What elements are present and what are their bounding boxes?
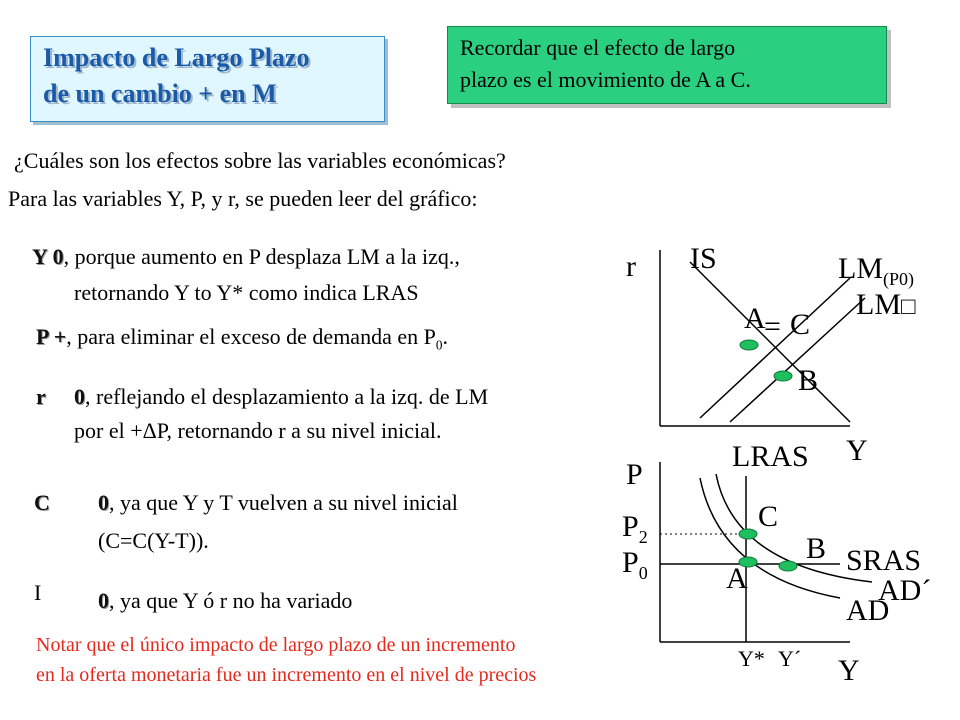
islm-point-a (740, 340, 758, 350)
islm-lm-p0-sub: (P0) (883, 269, 914, 289)
adas-lras-label: LRAS (732, 440, 809, 473)
adas-y-label: Y (838, 654, 860, 687)
adas-ad-prime-label: AD´ (878, 574, 932, 607)
title-line-2: de un cambio + en M (43, 79, 277, 108)
item-p-end: . (442, 324, 448, 349)
item-p-symbol: P + (36, 324, 67, 349)
adas-p0-sub: 0 (638, 563, 648, 583)
islm-equal-sign: = (764, 310, 781, 343)
item-c-text1: , ya que Y y T vuelven a su nivel inicial (109, 490, 458, 515)
islm-r-label: r (626, 250, 636, 283)
adas-yprime-label: Y´ (778, 646, 802, 671)
islm-lm-prime-box: □ (901, 294, 916, 320)
adas-point-b (779, 561, 797, 571)
item-y-text1: , porque aumento en P desplaza LM a la izq., (63, 244, 460, 269)
adas-a-label: A (726, 562, 748, 595)
item-i-zero: 0 (98, 588, 109, 613)
item-i-line1 (98, 588, 352, 614)
islm-a-label: A (744, 302, 766, 335)
adas-point-c (739, 529, 757, 539)
item-r-line1 (74, 384, 488, 410)
item-c-line2: (C=C(Y-T)). (98, 528, 209, 553)
footer-line-2: en la oferta monetaria fue un incremento en el nivel de precios (36, 664, 537, 686)
islm-lm-prime-label: LM□ (856, 288, 916, 321)
item-p-sub: 0 (435, 337, 443, 353)
item-c-line1 (98, 490, 458, 516)
adas-p-label: P (626, 458, 643, 491)
item-r-symbol: r (36, 384, 46, 409)
islm-c-label: C (790, 308, 811, 341)
adas-p0-label: $P_0$ (622, 546, 648, 583)
islm-b-label: B (798, 364, 819, 397)
islm-y-label: Y (846, 434, 868, 467)
footer-line-1: Notar que el único impacto de largo plazo de un incremento (36, 634, 516, 656)
note-line-2: plazo es el movimiento de A a C. (460, 67, 751, 92)
item-c-symbol: C (34, 490, 50, 515)
note-line-1: Recordar que el efecto de largo (460, 35, 736, 60)
item-r-text1: , reflejando el desplazamiento a la izq. de LM (85, 384, 489, 409)
title-line-1: Impacto de Largo Plazo (43, 43, 310, 72)
islm-lm-p0-label: $LM_{(P0)}$ (838, 252, 914, 289)
item-c-zero: 0 (98, 490, 109, 515)
item-r-line2: por el +ΔP, retornando r a su nivel inicial. (74, 418, 442, 443)
intro-text: Para las variables Y, P, y r, se pueden leer del gráfico: (8, 186, 478, 211)
item-y-line1 (32, 244, 460, 270)
adas-b-label: B (806, 532, 827, 565)
title-box (30, 36, 385, 122)
note-box (447, 26, 887, 104)
islm-is-label: IS (690, 242, 717, 275)
adas-sras-label: SRAS (846, 544, 922, 577)
item-p-line (36, 324, 448, 353)
item-i-symbol: I (34, 580, 42, 605)
adas-p2-sub: 2 (638, 527, 648, 547)
item-p-text: , para eliminar el exceso de demanda en P (66, 324, 436, 349)
islm-point-b (774, 371, 792, 381)
adas-p2-label: $P_2$ (622, 510, 648, 547)
adas-c-label: C (758, 500, 779, 533)
question-text: ¿Cuáles son los efectos sobre las variables económicas? (14, 148, 506, 173)
item-y-line2: retornando Y to Y* como indica LRAS (74, 280, 419, 305)
item-i-text1: , ya que Y ó r no ha variado (109, 588, 353, 613)
item-r-zero: 0 (74, 384, 85, 409)
lm-p0-curve (700, 278, 850, 418)
adas-ystar-label: Y* (738, 646, 765, 671)
adas-ad-label: AD (846, 594, 890, 627)
item-y-symbol: Y 0 (32, 244, 64, 269)
